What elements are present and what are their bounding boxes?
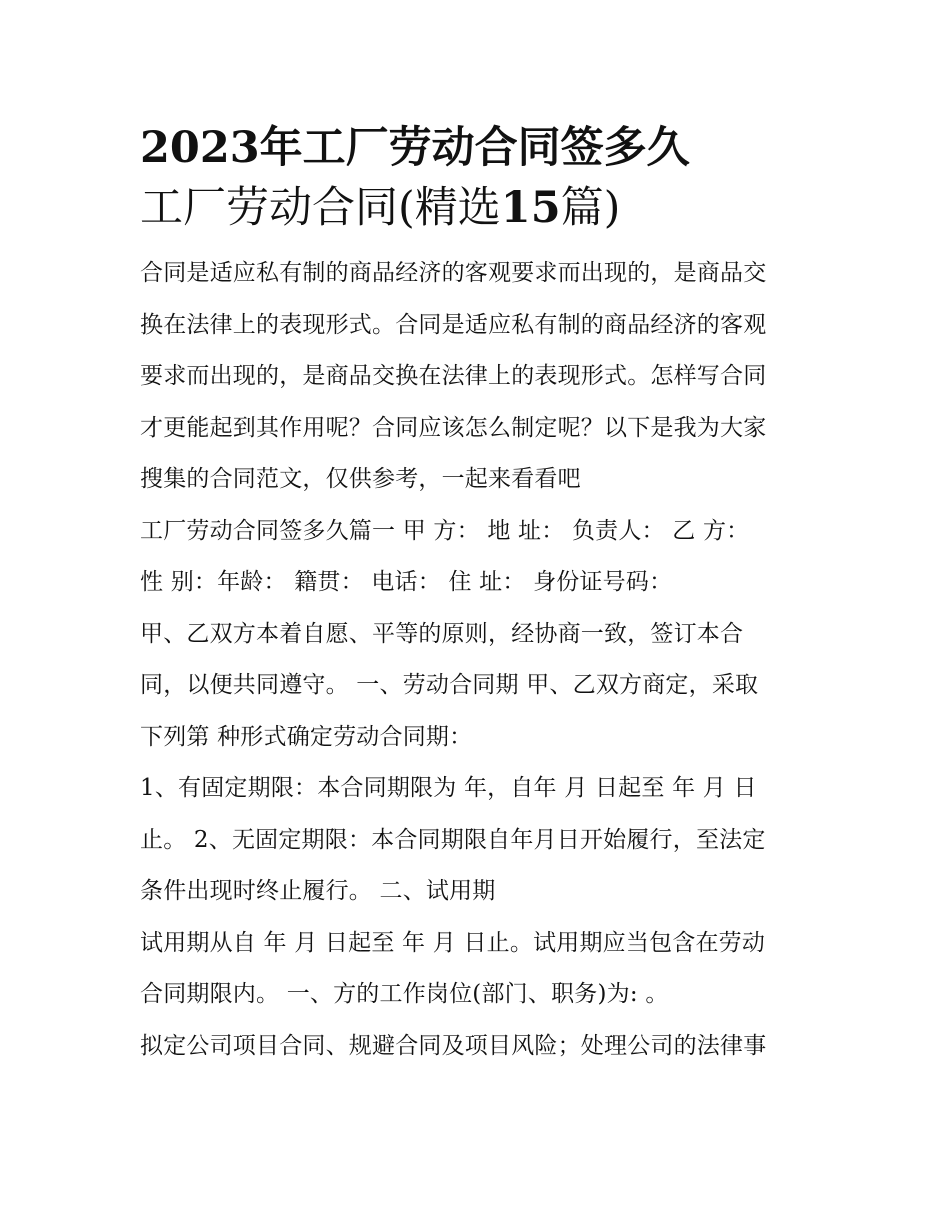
text-line: 性 别：年龄： 籍贯： 电话： 住 址： 身份证号码： <box>140 569 673 595</box>
text-line: 合同期限内。 一、方的工作岗位(部门、职务)为: 。 <box>140 981 669 1007</box>
text-line: 要求而出现的，是商品交换在法律上的表现形式。怎样写合同 <box>140 363 767 389</box>
title-count: 15 <box>500 183 561 233</box>
title-line-2-suffix: 篇) <box>560 183 621 233</box>
text-line: 止。 2、无固定期限：本合同期限自年月日开始履行，至法定 <box>140 826 766 853</box>
term-paragraph <box>140 763 820 918</box>
text-line: 换在法律上的表现形式。合同是适应私有制的商品经济的客观 <box>140 311 767 338</box>
title-line-2-text: 工厂劳动合同(精选 <box>140 183 501 233</box>
text-line: 同，以便共同遵守。 一、劳动合同期 甲、乙双方商定，采取 <box>140 672 759 698</box>
duties-paragraph <box>140 1021 820 1073</box>
text-line: 甲、乙双方本着自愿、平等的原则，经协商一致，签订本合 <box>140 620 744 647</box>
text-line: 试用期从自 年 月 日起至 年 月 日止。试用期应当包含在劳动 <box>140 929 766 956</box>
probation-paragraph <box>140 918 820 1021</box>
text-line: 1、有固定期限：本合同期限为 年，自年 月 日起至 年 月 日 <box>140 775 757 801</box>
title-line-1: 2023年工厂劳动合同签多久 <box>140 123 690 173</box>
text-line: 搜集的合同范文，仅供参考，一起来看看吧 <box>140 466 581 492</box>
text-line: 才更能起到其作用呢？合同应该怎么制定呢？以下是我为大家 <box>140 414 767 441</box>
text-line: 条件出现时终止履行。 二、试用期 <box>140 878 496 904</box>
title-line-2 <box>140 178 820 238</box>
text-line: 合同是适应私有制的商品经济的客观要求而出现的，是商品交 <box>140 260 767 286</box>
document-page <box>140 118 820 1072</box>
agreement-paragraph <box>140 609 820 764</box>
text-line: 下列第 种形式确定劳动合同期： <box>140 723 473 750</box>
parties-paragraph <box>140 506 820 609</box>
intro-paragraph <box>140 248 820 506</box>
text-line: 拟定公司项目合同、规避合同及项目风险；处理公司的法律事 <box>140 1032 767 1059</box>
document-title <box>140 118 820 238</box>
text-line: 工厂劳动合同签多久篇一 甲 方： 地 址： 负责人： 乙 方： <box>140 517 750 544</box>
